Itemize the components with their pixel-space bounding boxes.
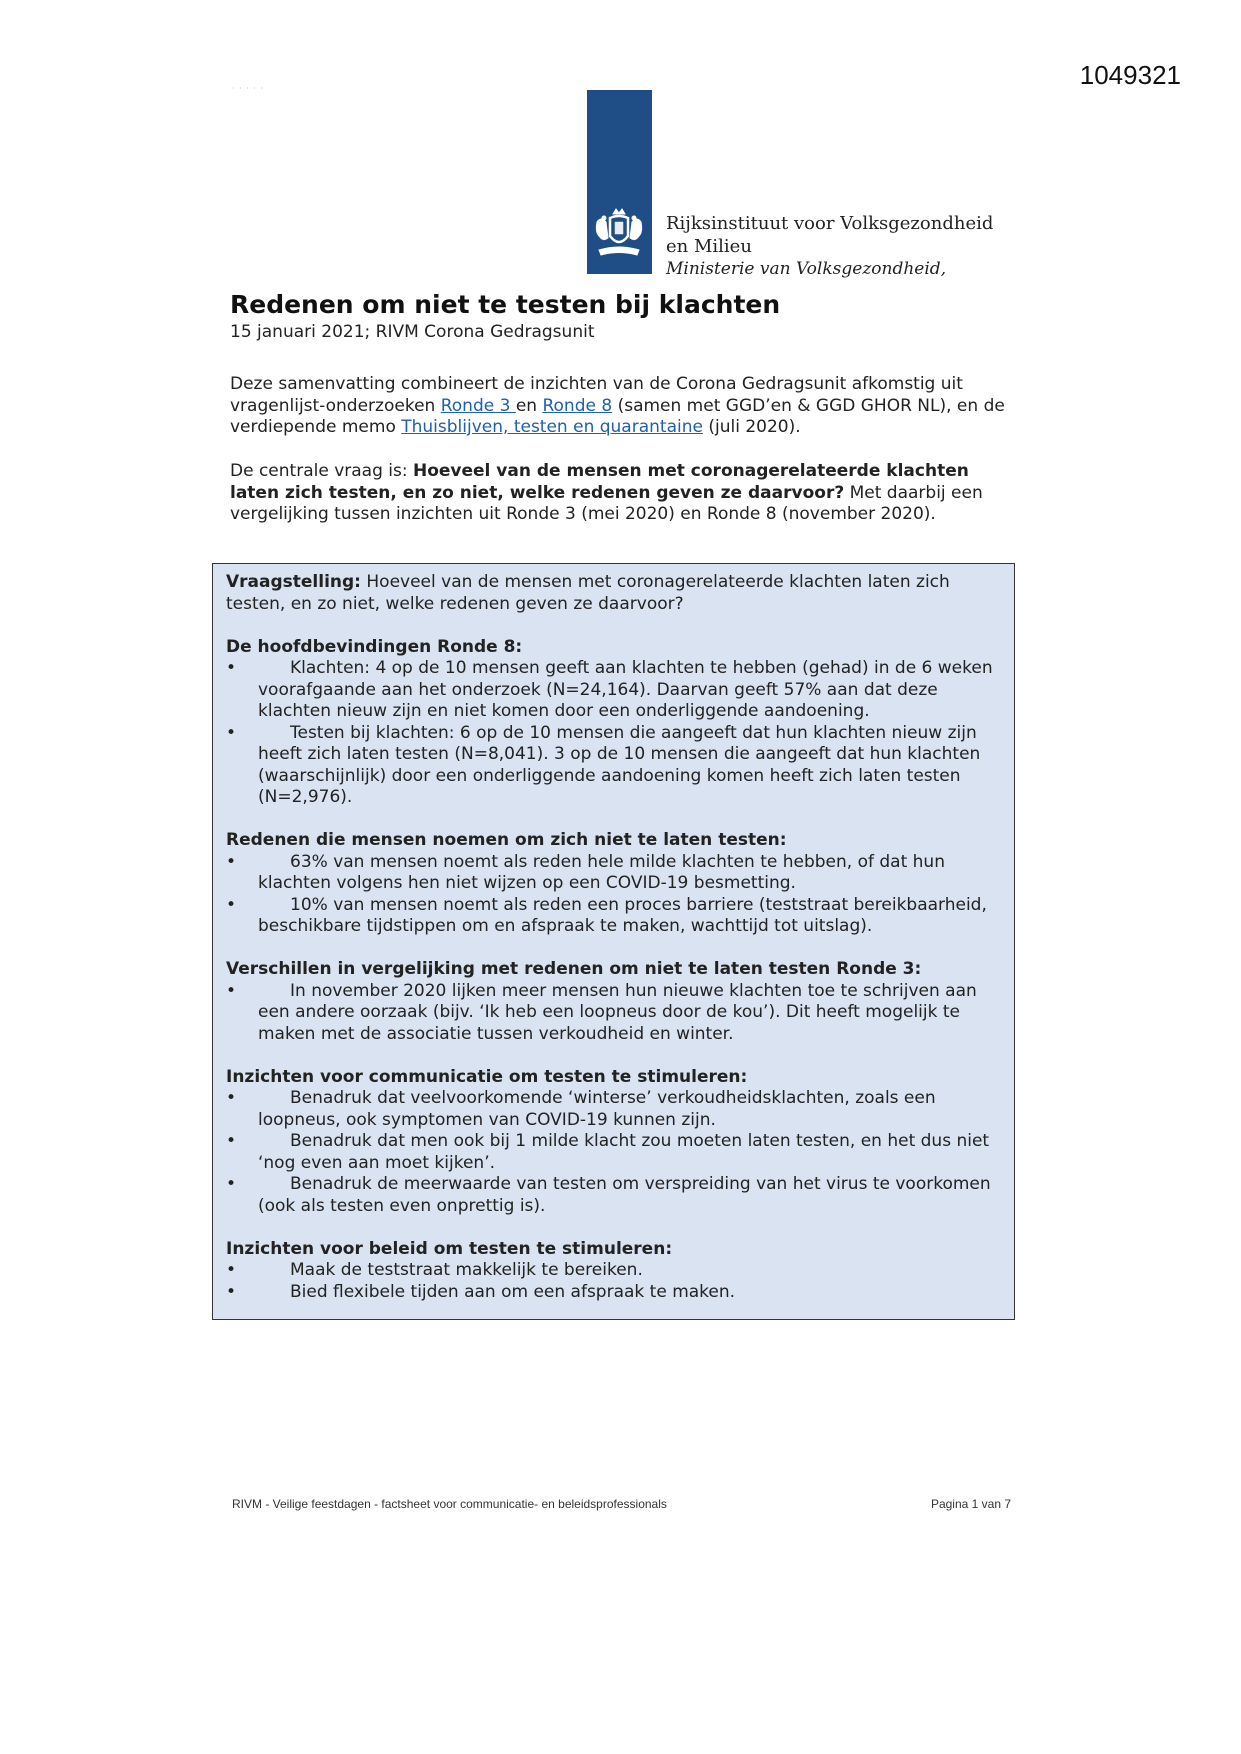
list-item bbox=[226, 1088, 1003, 1131]
list-item bbox=[226, 852, 1003, 895]
footer-left: RIVM - Veilige feestdagen - factsheet voor communicatie- en beleidsprofessionals bbox=[232, 1497, 667, 1511]
list-item-text: In november 2020 lijken meer mensen hun nieuwe klachten toe te schrijven aan een andere oorzaak (bijv. ‘Ik heb een loopneus door de kou’). Dit heeft mogelijk te maken met de associatie tussen verkoudheid en winter. bbox=[258, 980, 977, 1044]
intro-text-2: en bbox=[515, 395, 543, 416]
bullet: • bbox=[226, 658, 237, 678]
central-question: Hoeveel van de mensen met coronagerelateerde klachten laten zich testen, en zo niet, welke redenen geven ze daarvoor? bbox=[230, 461, 969, 503]
org-line-2: en Milieu bbox=[666, 236, 752, 257]
reasons-list bbox=[226, 852, 1014, 938]
main-findings-list bbox=[226, 658, 1014, 809]
question-label: Vraagstelling: bbox=[226, 572, 361, 592]
page-title: Redenen om niet te testen bij klachten bbox=[230, 290, 781, 319]
list-item-text: 10% van mensen noemt als reden een proces barriere (teststraat bereikbaarheid, beschikbare tijdstippen om en afspraak te maken, wachttijd tot uitslag). bbox=[258, 894, 987, 936]
bullet: • bbox=[226, 1131, 237, 1151]
differences-heading: Verschillen in vergelijking met redenen om niet te laten testen Ronde 3: bbox=[226, 959, 922, 979]
list-item-text: Bied flexibele tijden aan om een afspraak te maken. bbox=[290, 1281, 736, 1302]
page-footer bbox=[232, 1497, 1011, 1511]
org-line-3: Ministerie van Volksgezondheid, bbox=[666, 259, 947, 279]
page-subtitle: 15 januari 2021; RIVM Corona Gedragsunit bbox=[230, 322, 595, 342]
intro-paragraph bbox=[230, 374, 1010, 439]
list-item bbox=[226, 658, 1003, 723]
list-item-text: Benadruk dat men ook bij 1 milde klacht zou moeten laten testen, en het dus niet ‘nog even aan moet kijken’. bbox=[258, 1131, 990, 1173]
document-id: 1049321 bbox=[1079, 60, 1181, 90]
central-text-2: Met daarbij een vergelijking tussen inzichten uit Ronde 3 (mei 2020) en Ronde 8 (november 2020). bbox=[230, 482, 983, 524]
list-item-text: Klachten: 4 op de 10 mensen geeft aan klachten te hebben (gehad) in de 6 weken voorafgaande aan het onderzoek (N=24,164). Daarvan geeft 57% aan dat deze klachten nieuw zijn en niet komen door een onderliggende aandoening. bbox=[258, 658, 993, 721]
reasons-heading: Redenen die mensen noemen om zich niet te laten testen: bbox=[226, 830, 787, 850]
page-number: Pagina 1 van 7 bbox=[930, 1497, 1011, 1511]
policy-heading: Inzichten voor beleid om testen te stimuleren: bbox=[226, 1238, 673, 1259]
main-findings-heading: De hoofdbevindingen Ronde 8: bbox=[226, 636, 523, 657]
list-item-text: Testen bij klachten: 6 op de 10 mensen die aangeeft dat hun klachten nieuw zijn heeft zich laten testen (N=8,041). 3 op de 10 mensen die aangeeft dat hun klachten (waarschijnlijk) door een onderliggende aandoening komen heeft zich laten testen (N=2,976). bbox=[258, 722, 981, 807]
list-item bbox=[226, 1174, 1003, 1217]
list-item-text: Benadruk dat veelvoorkomende ‘winterse’ verkoudheidsklachten, zoals een loopneus, ook symptomen van COVID-19 kunnen zijn. bbox=[258, 1088, 936, 1130]
list-item bbox=[226, 723, 1003, 809]
intro-text-3: (samen met GGD’en & GGD GHOR NL), en de verdiepende memo bbox=[230, 395, 1005, 437]
central-text-1: De centrale vraag is: bbox=[230, 461, 413, 481]
bullet: • bbox=[226, 1260, 237, 1280]
list-item-text: 63% van mensen noemt als reden hele milde klachten te hebben, of dat hun klachten volgens hen niet wijzen op een COVID-19 besmetting. bbox=[258, 851, 945, 893]
bullet: • bbox=[226, 722, 237, 743]
faint-mark: · · · · · bbox=[232, 84, 264, 93]
memo-link[interactable]: Thuisblijven, testen en quarantaine bbox=[401, 417, 703, 437]
ronde-8-link[interactable]: Ronde 8 bbox=[542, 395, 613, 416]
intro-text-1: Deze samenvatting combineert de inzichten van de Corona Gedragsunit afkomstig uit vragenlijst-onderzoeken bbox=[230, 374, 963, 416]
question-text: Hoeveel van de mensen met coronagerelateerde klachten laten zich testen, en zo niet, welke redenen geven ze daarvoor? bbox=[226, 572, 950, 614]
list-item bbox=[226, 1282, 1003, 1304]
list-item-text: Benadruk de meerwaarde van testen om verspreiding van het virus te voorkomen (ook als testen even onprettig is). bbox=[258, 1174, 991, 1216]
intro-text-4: (juli 2020). bbox=[702, 417, 801, 437]
bullet: • bbox=[226, 894, 237, 915]
list-item bbox=[226, 1260, 1003, 1282]
question-line bbox=[226, 572, 1014, 615]
communication-list bbox=[226, 1088, 1014, 1217]
coat-of-arms-icon bbox=[591, 206, 647, 262]
list-item bbox=[226, 981, 1003, 1046]
organisation-name bbox=[666, 212, 993, 281]
bullet: • bbox=[226, 980, 237, 1001]
list-item bbox=[226, 1131, 1003, 1174]
summary-box bbox=[212, 563, 1015, 1320]
differences-list bbox=[226, 981, 1014, 1046]
bullet: • bbox=[226, 1174, 237, 1194]
communication-heading: Inzichten voor communicatie om testen te stimuleren: bbox=[226, 1066, 748, 1087]
central-question-paragraph bbox=[230, 461, 1010, 526]
bullet: • bbox=[226, 1088, 237, 1108]
bullet: • bbox=[226, 1281, 237, 1302]
org-line-1: Rijksinstituut voor Volksgezondheid bbox=[666, 213, 994, 234]
list-item bbox=[226, 895, 1003, 938]
bullet: • bbox=[226, 851, 237, 872]
policy-list bbox=[226, 1260, 1014, 1303]
ronde-3-link[interactable]: Ronde 3 bbox=[440, 395, 516, 416]
list-item-text: Maak de teststraat makkelijk te bereiken. bbox=[290, 1260, 643, 1280]
